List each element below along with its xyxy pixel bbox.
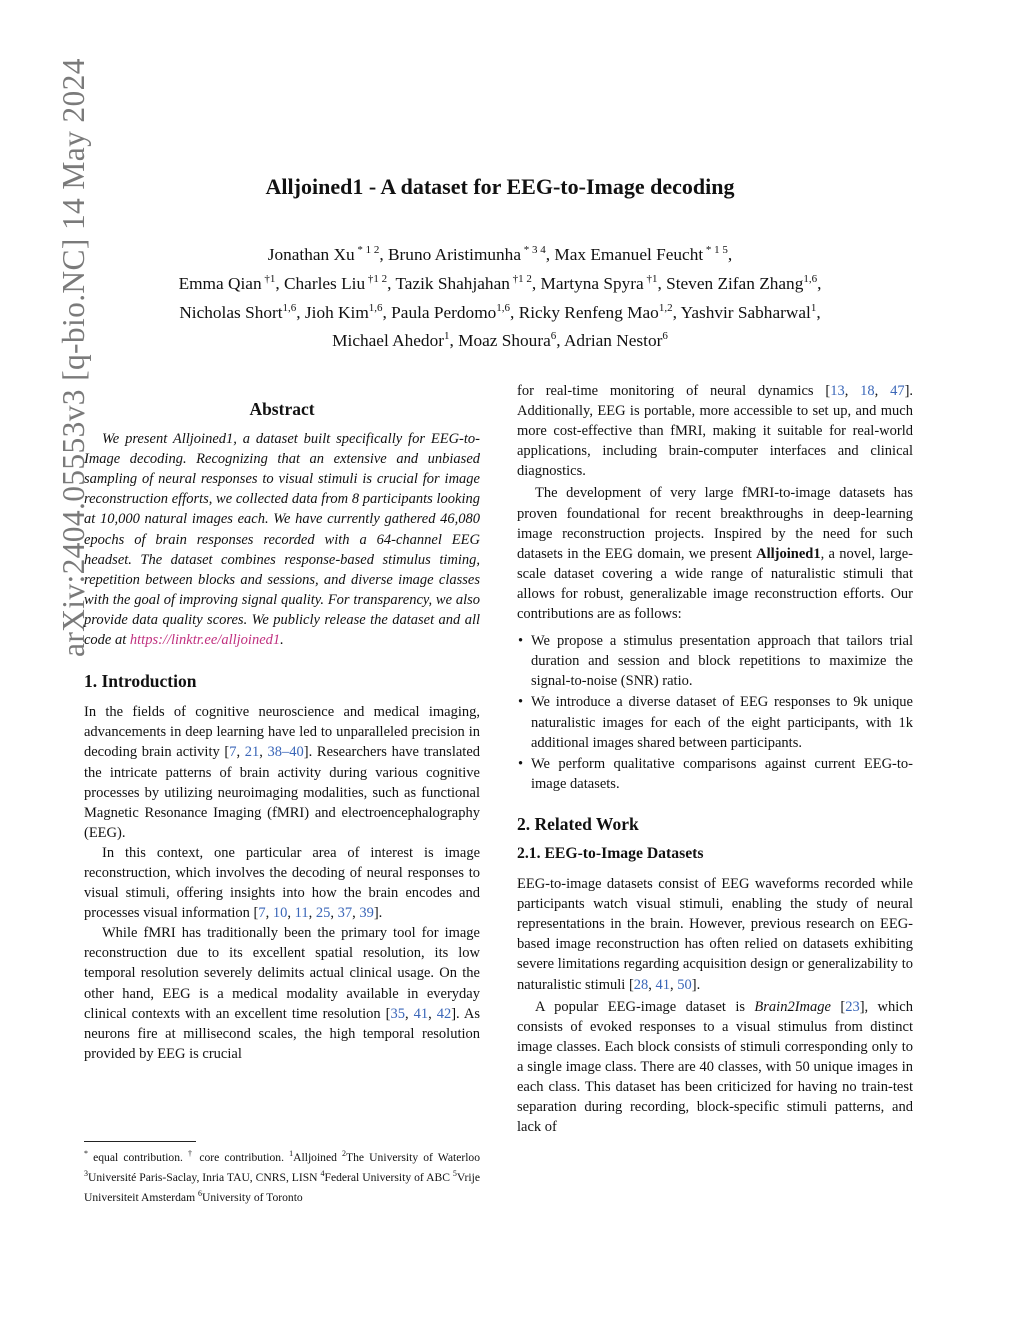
citation-link[interactable]: 25: [315, 905, 331, 922]
contribution-item: • We perform qualitative comparisons against current EEG-to-image datasets.: [517, 754, 913, 794]
author-affiliation: 6: [662, 330, 668, 343]
citation-link[interactable]: 7: [229, 744, 237, 761]
citation-link[interactable]: 50: [677, 976, 692, 993]
citation-link[interactable]: 13: [830, 383, 845, 399]
footnote-mark: *: [84, 1149, 88, 1158]
abstract: [84, 429, 480, 650]
citation-link[interactable]: 47: [890, 383, 905, 399]
contribution-item: • We propose a stimulus presentation approach that tailors trial duration and session and block repetitions to maximize the signal-to-noise (SNR) ratio.: [517, 631, 913, 691]
author-affiliation: * 3 4: [520, 244, 546, 256]
footnote-mark: 6: [197, 1189, 202, 1199]
author-affiliation: 1: [443, 330, 450, 343]
author-name: Nicholas Short: [179, 302, 283, 322]
author-line: Emma Qian $^{\dagger 1}$, Charles Liu $^{\dagger 1 2}$, Tazik Shahjahan $^{\dagger 1 2}$, Martyna Spyra $^{\dagger 1}$, Steven Zifan Zhang$^{1,6}$,: [178, 272, 822, 293]
author-name: Moaz Shoura: [458, 331, 551, 351]
author-name: Charles Liu: [283, 273, 366, 293]
author-name: Emma Qian: [178, 273, 262, 293]
contributions-list: [517, 631, 913, 794]
footnote-mark: 5: [452, 1169, 457, 1179]
citation-link[interactable]: 38–40: [267, 744, 304, 761]
dataset-link[interactable]: https://linktr.ee/alljoined1: [129, 632, 281, 649]
author-affiliation: * 1 5: [703, 244, 728, 256]
author-affiliation: 1,6: [282, 301, 297, 314]
author-name: Max Emanuel Feucht: [554, 244, 704, 264]
citation-link[interactable]: 18: [860, 383, 875, 399]
author-name: Ricky Renfeng Mao: [518, 302, 659, 322]
author-name: Steven Zifan Zhang: [666, 273, 804, 293]
author-affiliation: 1,6: [368, 301, 383, 314]
author-affiliation: 6: [550, 330, 557, 343]
author-name: Tazik Shahjahan: [395, 273, 510, 293]
right-paragraph-1: for real-time monitoring of neural dynamics [13, 18, 47]. Additionally, EEG is portable, more accessible to set up, and much more cost-effective than fMRI, making it suitable for real-world applications, including brain-computer interfaces and clinical diagnostics.: [517, 383, 914, 480]
abstract-text: We present Alljoined1, a dataset built specifically for EEG-to-Image decoding. Recognizing that an extensive and unbiased sampling of neural responses to visual stimuli is crucial for image reconstruction efforts, we collected data from 8 participants looking at 10,000 natural images each. We have currently gathered 46,080 epochs of brain responses recorded with a 64-channel EEG headset. The dataset combines response-based stimulus timing, repetition between blocks and sessions, and diverse image classes with the goal of improving signal quality. For transparency, we also provide data quality scores. We publicly release the dataset and all code at https://linktr.ee/alljoined1.: [84, 431, 480, 649]
introduction-body: [84, 702, 480, 1064]
author-name: Adrian Nestor: [563, 331, 663, 351]
affiliation-footnote: * equal contribution. † core contribution. $^1$Alljoined $^2$The University of Waterloo $^3$Université Paris-Saclay, Inria TAU, CNRS, LISN $^4$Federal University of ABC $^5$Vrije Universiteit Amsterdam $^6$University of Toronto: [84, 1149, 481, 1204]
citation-link[interactable]: 35: [390, 1005, 405, 1022]
author-name: Jioh Kim: [304, 302, 369, 322]
author-affiliation: †1: [261, 272, 276, 285]
author-name: Martyna Spyra: [540, 273, 644, 293]
dataset-name: Alljoined1: [756, 545, 821, 562]
citation-link[interactable]: 42: [436, 1005, 452, 1022]
related-paragraph-1: EEG-to-image datasets consist of EEG waveforms recorded while participants watch visual stimuli, enabling the study of neural representations in the brain. However, previous research on EEG-based image reconstruction has often relied on datasets exhibiting severe limitations regarding acquisition design or generalizability to naturalistic stimuli [28, 41, 50].: [517, 876, 913, 993]
citation-link[interactable]: 23: [845, 998, 860, 1015]
author-affiliation: †1: [643, 272, 658, 285]
left-column: [84, 399, 480, 1064]
author-affiliation: 1: [810, 301, 817, 314]
intro-paragraph-1: In the fields of cognitive neuroscience and medical imaging, advancements in deep learning have led to unparalleled precision in decoding brain activity [7, 21, 38–40]. Researchers have translated the intricate patterns of brain activity during various cognitive processes by utilizing neuroimaging modalities, such as functional Magnetic Resonance Imaging (fMRI) and electroencephalography (EEG).: [84, 704, 480, 841]
right-paragraph-2: The development of very large fMRI-to-image datasets has proven foundational for recent breakthroughs in deep-learning image reconstruction projects. Inspired by the need for such datasets in the EEG domain, we present Alljoined1, a novel, large-scale dataset covering a wide range of naturalistic stimuli that allows for robust, generalizable image reconstruction efforts. Our contributions are as follows:: [517, 485, 913, 623]
citation-link[interactable]: 41: [655, 976, 671, 993]
contribution-item: • We introduce a diverse dataset of EEG responses to 9k unique naturalistic images for each of the eight participants, with 1k additional images shared between participants.: [517, 692, 913, 752]
related-work-heading: 2. Related Work: [517, 813, 639, 834]
footnote-mark: 3: [84, 1169, 88, 1179]
related-paragraph-2: A popular EEG-image dataset is Brain2Image [23], which consists of evoked responses to a visual stimulus from distinct image classes. Each block consists of stimuli corresponding only to a single image class. There are 40 classes, with 50 unique images in each class. This dataset has been criticized for having no train-test separation during recording, block-specific stimuli patterns, and lack of: [517, 998, 913, 1136]
intro-paragraph-2: In this context, one particular area of interest is image reconstruction, which involves the decoding of neural responses to visual stimuli, offering insights into how the brain encodes and processes visual information [7, 10, 11, 25, 37, 39].: [84, 844, 480, 922]
citation-link[interactable]: 10: [272, 905, 288, 922]
citation-link[interactable]: 41: [413, 1005, 429, 1022]
footnote-mark: 1: [289, 1149, 294, 1158]
author-name: Paula Perdomo: [391, 302, 497, 322]
citation-link[interactable]: 21: [244, 744, 260, 761]
author-name: Jonathan Xu: [267, 244, 355, 264]
footnote-rule: [84, 1141, 196, 1142]
arxiv-sidebar-stamp: arXiv:2404.05553v3 [q-bio.NC] 14 May 2024: [56, 58, 91, 657]
author-name: Bruno Aristimunha: [388, 244, 521, 264]
author-line: Jonathan Xu $^{* 1 2}$, Bruno Aristimunha $^{* 3 4}$, Max Emanuel Feucht $^{* 1 5}$,: [267, 244, 733, 264]
footnote-mark: 2: [342, 1149, 347, 1158]
author-affiliation: 1,6: [496, 301, 511, 314]
author-name: Yashvir Sabharwal: [680, 302, 811, 322]
footnote-mark: †: [188, 1149, 195, 1158]
author-list: [0, 238, 1000, 353]
citation-link[interactable]: 39: [359, 905, 374, 922]
author-affiliation: 1,6: [803, 272, 818, 285]
citation-link[interactable]: 28: [633, 976, 649, 993]
italic-term: Brain2Image: [754, 998, 831, 1015]
citation-link[interactable]: 7: [258, 905, 266, 922]
author-line: Michael Ahedor$^1$, Moaz Shoura$^6$, Adrian Nestor$^6$: [332, 330, 668, 351]
author-affiliation: * 1 2: [354, 244, 380, 256]
introduction-heading: 1. Introduction: [84, 671, 197, 692]
author-name: Michael Ahedor: [332, 331, 444, 351]
author-affiliation: †1 2: [509, 272, 532, 285]
footnote-mark: 4: [320, 1169, 325, 1179]
author-line: Nicholas Short$^{1,6}$, Jioh Kim$^{1,6}$, Paula Perdomo$^{1,6}$, Ricky Renfeng Mao$^{1,2}$, Yashvir Sabharwal$^1$,: [179, 301, 821, 322]
abstract-heading: Abstract: [249, 399, 315, 419]
author-affiliation: †1 2: [365, 272, 388, 285]
author-affiliation: 1,2: [658, 301, 673, 314]
paper-title: Alljoined1 - A dataset for EEG-to-Image decoding: [265, 174, 735, 199]
eeg-datasets-subheading: 2.1. EEG-to-Image Datasets: [517, 844, 704, 862]
right-column: [517, 381, 913, 1137]
citation-link[interactable]: 11: [294, 905, 309, 922]
intro-paragraph-3: While fMRI has traditionally been the primary tool for image reconstruction due to its excellent spatial resolution, its low temporal resolution severely delimits actual clinical usage. On the other hand, EEG is a medical modality available in everyday clinical contexts with an excellent time resolution [35, 41, 42]. As neurons fire at millisecond scales, the high temporal resolution provided by EEG is crucial: [84, 925, 480, 1062]
citation-link[interactable]: 37: [337, 905, 353, 922]
